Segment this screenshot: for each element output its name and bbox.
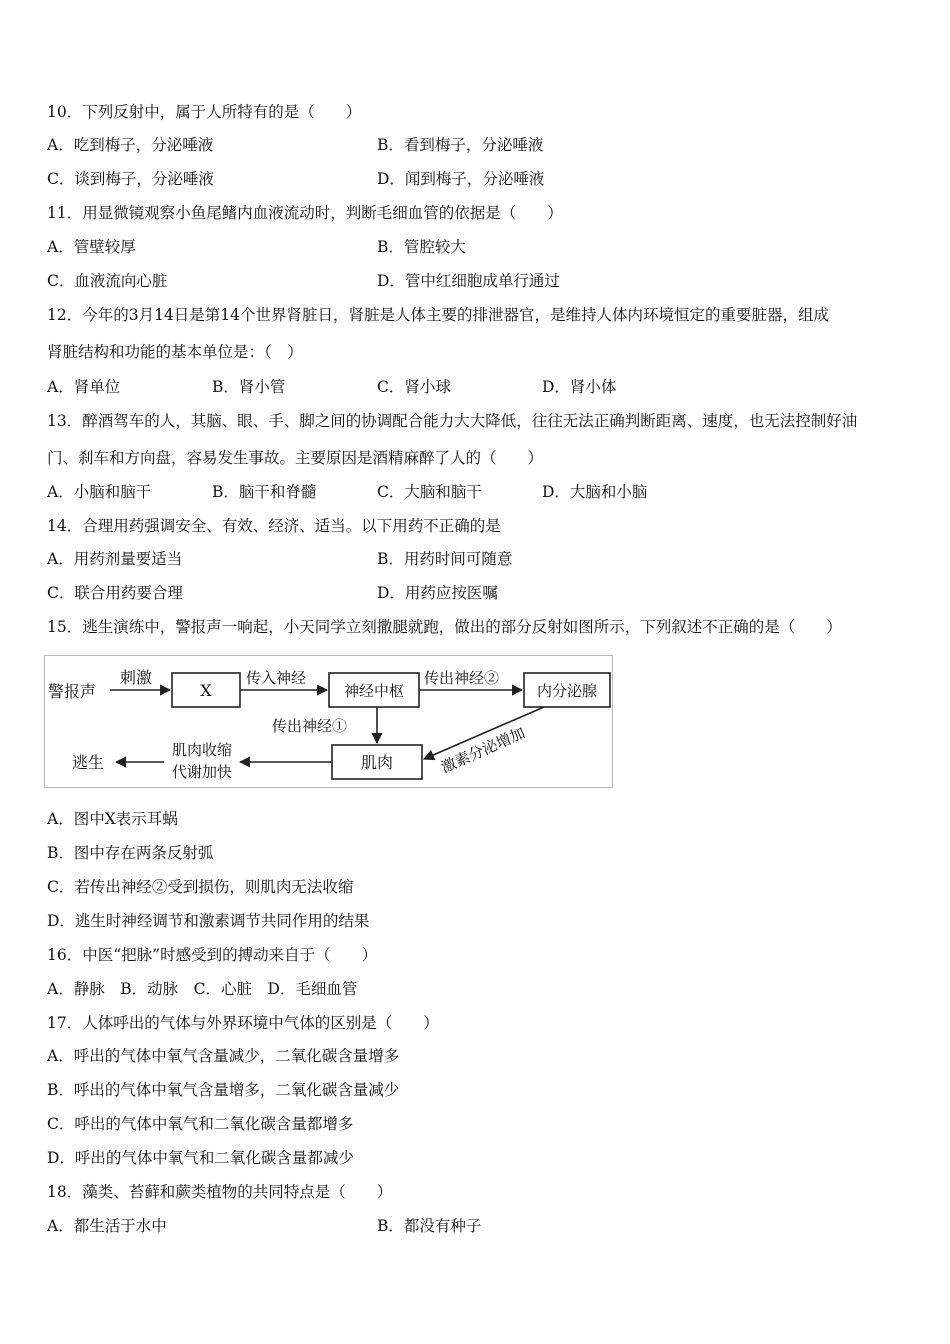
q16-options: A．静脉 B．动脉 C．心脏 D．毛细血管 xyxy=(47,980,358,998)
q10-option-d: D．闻到梅子，分泌唾液 xyxy=(377,170,545,188)
q13-stem-line2: 门、刹车和方向盘，容易发生事故。主要原因是酒精麻醉了人的（ ） xyxy=(47,449,544,467)
label-hormone: 激素分泌增加 xyxy=(438,723,528,777)
q11-option-a: A．管壁较厚 xyxy=(47,238,136,256)
q14-stem: 14．合理用药强调安全、有效、经济、适当。以下用药不正确的是 xyxy=(47,517,501,535)
label-gland: 内分泌腺 xyxy=(536,682,598,700)
label-efferent2: 传出神经② xyxy=(424,669,500,687)
q17-option-d: D．呼出的气体中氧气和二氧化碳含量都减少 xyxy=(47,1149,354,1167)
q15-option-b: B．图中存在两条反射弧 xyxy=(47,844,214,862)
q10-option-b: B．看到梅子，分泌唾液 xyxy=(377,136,544,154)
q13-stem-line1: 13．醉酒驾车的人，其脑、眼、手、脚之间的协调配合能力大大降低，往往无法正确判断距离、速度，也无法控制好油 xyxy=(47,412,858,430)
label-muscle: 肌肉 xyxy=(360,753,394,772)
q15-option-d: D．逃生时神经调节和激素调节共同作用的结果 xyxy=(47,912,370,930)
label-contract2: 代谢加快 xyxy=(171,763,233,781)
q16-stem: 16．中医“把脉”时感受到的搏动来自于（ ） xyxy=(47,946,378,964)
q12-option-a: A．肾单位 xyxy=(47,378,121,396)
q14-option-a: A．用药剂量要适当 xyxy=(47,550,183,568)
q10-stem: 10．下列反射中，属于人所特有的是（ ） xyxy=(47,103,362,121)
q14-option-b: B．用药时间可随意 xyxy=(377,550,513,568)
q12-option-b: B．肾小管 xyxy=(212,378,286,396)
q18-option-a: A．都生活于水中 xyxy=(47,1217,167,1235)
q12-option-d: D．肾小体 xyxy=(542,378,617,396)
q11-option-b: B．管腔较大 xyxy=(377,238,466,256)
label-x: X xyxy=(200,681,212,700)
label-escape: 逃生 xyxy=(72,753,105,772)
label-alarm: 警报声 xyxy=(48,682,97,701)
q11-option-c: C．血液流向心脏 xyxy=(47,272,168,290)
q13-option-b: B．脑干和脊髓 xyxy=(212,483,317,501)
q12-stem-line2: 肾脏结构和功能的基本单位是：（ ） xyxy=(47,343,303,361)
q10-option-c: C．谈到梅子，分泌唾液 xyxy=(47,170,214,188)
q14-option-d: D．用药应按医嘱 xyxy=(377,584,498,602)
q13-option-a: A．小脑和脑干 xyxy=(47,483,152,501)
q17-option-a: A．呼出的气体中氧气含量减少，二氧化碳含量增多 xyxy=(47,1047,400,1065)
q10-option-a: A．吃到梅子，分泌唾液 xyxy=(47,136,214,154)
q15-option-a: A．图中X表示耳蜗 xyxy=(47,810,178,828)
q13-option-c: C．大脑和脑干 xyxy=(377,483,482,501)
label-afferent: 传入神经 xyxy=(246,669,307,687)
q13-option-d: D．大脑和小脑 xyxy=(542,483,648,501)
label-stimulus: 刺激 xyxy=(120,668,153,687)
q11-option-d: D．管中红细胞成单行通过 xyxy=(377,272,560,290)
q14-option-c: C．联合用药要合理 xyxy=(47,584,183,602)
q17-option-c: C．呼出的气体中氧气和二氧化碳含量都增多 xyxy=(47,1115,354,1133)
q17-option-b: B．呼出的气体中氧气含量增多，二氧化碳含量减少 xyxy=(47,1081,400,1099)
q11-stem: 11．用显微镜观察小鱼尾鳍内血液流动时，判断毛细血管的依据是（ ） xyxy=(47,204,563,222)
q15-stem: 15．逃生演练中，警报声一响起，小天同学立刻撒腿就跑，做出的部分反射如图所示，下列叙述不正确的是（ ） xyxy=(47,618,842,636)
q18-option-b: B．都没有种子 xyxy=(377,1217,482,1235)
q17-stem: 17．人体呼出的气体与外界环境中气体的区别是（ ） xyxy=(47,1014,439,1032)
label-efferent1: 传出神经① xyxy=(272,717,348,735)
q12-option-c: C．肾小球 xyxy=(377,378,451,396)
label-contract1: 肌肉收缩 xyxy=(171,741,233,759)
label-center: 神经中枢 xyxy=(343,682,405,700)
q15-option-c: C．若传出神经②受到损伤，则肌肉无法收缩 xyxy=(47,878,354,896)
reflex-arc-diagram xyxy=(44,655,614,789)
q12-stem-line1: 12．今年的3月14日是第14个世界肾脏日，肾脏是人体主要的排泄器官，是维持人体内环境恒定的重要脏器，组成 xyxy=(47,306,830,324)
q18-stem: 18．藻类、苔藓和蕨类植物的共同特点是（ ） xyxy=(47,1183,393,1201)
